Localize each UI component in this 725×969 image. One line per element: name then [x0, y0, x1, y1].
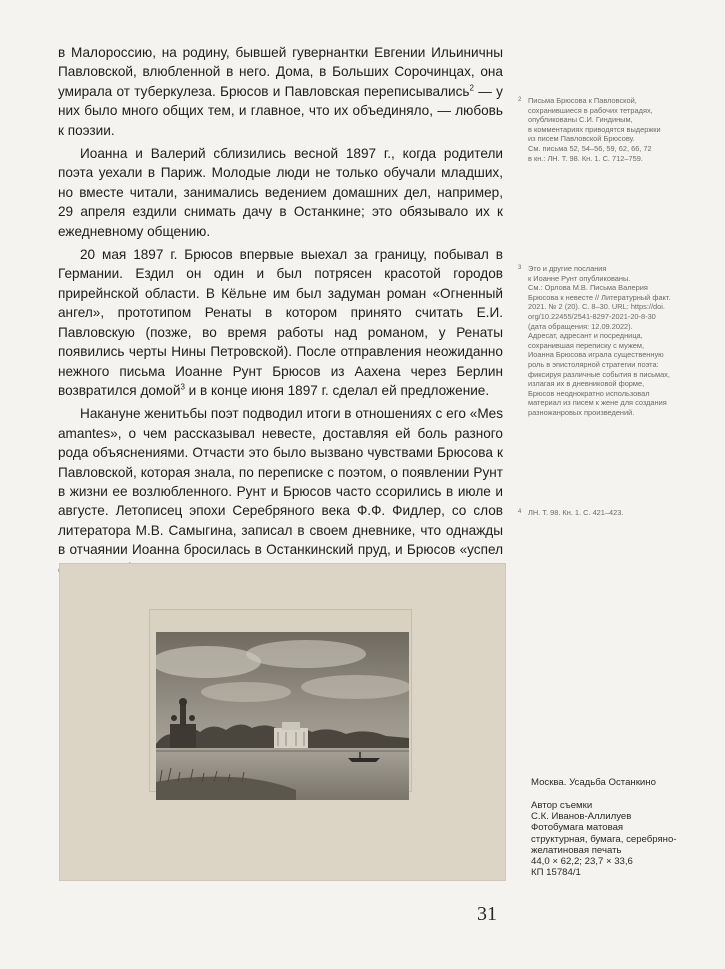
paragraph-3: 20 мая 1897 г. Брюсов впервые выехал за границу, побывал в Германии. Ездил он один и был потрясен красотой городов прирейнской области. В Кёльне им был задуман роман «Огненный ангел», прототипом Ренаты в котором принято считать Е.И. Павловскую (позже, во время работы над романом, у Ренаты появились черты Нины Петровской). После отправления неожиданно нежного письма Иоанне Рунт Брюсов из Аахена через Берлин возвратился домой$^3$ и в конце июня 1897 г. сделал ей предложение.	[58, 247, 503, 398]
footnote-number: 4	[518, 509, 522, 515]
main-text	[58, 43, 503, 579]
paragraph-1: в Малороссию, на родину, бывшей гувернантки Евгении Ильиничны Павловской, влюбленной в него. Дома, в Больших Сорочинцах, она умирала от туберкулеза. Брюсов и Павловская переписывались$^2$ — у них было много общих тем, и главное, что их объединяло, — любовь к поэзии.	[58, 45, 503, 138]
page-number: 31	[477, 903, 497, 925]
photo-caption-title: Москва. Усадьба Останкино	[531, 777, 656, 788]
paragraph-2: Иоанна и Валерий сблизились весной 1897 г., когда родители поэта уехали в Париж. Молодые люди не только обучали младших, но вместе читали, занимались ведением домашних дел, например, 29 апреля ездили снимать дачу в Останкине; это обязывало их к ежедневному общению.	[58, 146, 503, 239]
ostankino-photograph	[156, 632, 409, 800]
photo-image	[156, 632, 409, 800]
footnote-number: 2	[518, 97, 522, 103]
footnote-4: 4 ЛН. Т. 98. Кн. 1. С. 421–423.	[518, 508, 624, 517]
footnote-number: 3	[518, 265, 522, 271]
paragraph-4: Накануне женитьбы поэт подводил итоги в отношениях с его «Mes amantes», о чем рассказывал невесте, доставляя ей боль разного рода объяснениями. Отчасти это было вызвано чувствами Брюсова к Павловской, которая знала, по переписке с поэтом, о появлении Рунт в жизни ее возлюбленного. Рунт и Брюсов часто ссорились в июле и августе. Летописец эпохи Серебряного века Ф.Ф. Фидлер, со слов литератора М.В. Самыгина, записал в своем дневнике, что однажды в отчаянии Иоанна бросилась в Останкинский пруд, и Брюсов «успел	[58, 404, 503, 579]
photo-caption-details: Автор съемки С.К. Иванов-Аллилуев Фотобумага матовая структурная, бумага, серебряно- желатиновая печать 44,0 × 62,2; 23,7 × 33,6 КП 15784/1	[531, 800, 677, 879]
footnote-3: 3 Это и другие послания к Иоанне Рунт опубликованы. См.: Орлова М.В. Письма Валерия Брюсова к невесте // Литературный факт. 2021. № 2 (20). С. 8–30. URL: https://doi. org/10.22455/2541-8297-2021-20-8-30 (дата обращения: 12.09.2022). Адресат, адресант и посредница, сохранившая переписку с мужем, Иоанна Брюсова играла существенную роль в эпистолярной стратегии поэта: фиксируя различные события в письмах, излагая их в дневниковой форме, Брюсов неоднократно использовал материал из писем к жене для создания разножанровых произведений.	[518, 264, 671, 417]
footnote-2: 2 Письма Брюсова к Павловской, сохранившиеся в рабочих тетрадях, опубликованы С.И. Гиндиным, в комментариях приводятся выдержки из писем Павловской Брюсову. См. письма 52, 54–56, 59, 62, 66, 72 в кн.: ЛН. Т. 98. Кн. 1. С. 712–759.	[518, 96, 661, 163]
photo-mount	[59, 563, 506, 881]
footnote-ref-2[interactable]: 2	[469, 83, 474, 93]
footnote-ref-3[interactable]: 3	[180, 382, 185, 392]
